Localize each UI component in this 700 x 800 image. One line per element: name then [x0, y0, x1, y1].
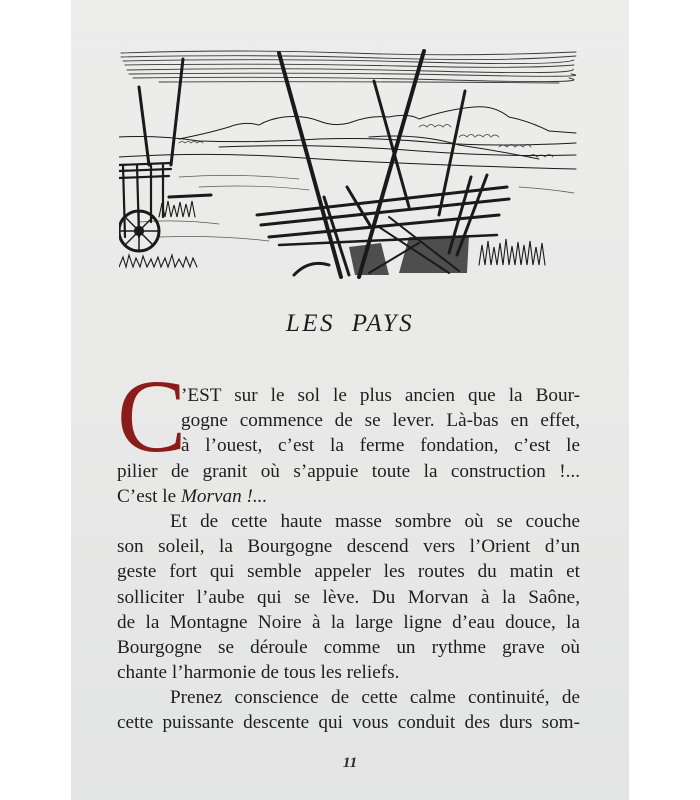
text-line: ’EST sur le sol le plus ancien que la Bour-: [181, 385, 580, 406]
text-line: pilier de granit où s’appuie toute la construction !...: [117, 460, 580, 482]
drop-cap: C: [117, 359, 187, 474]
text-line: Bourgogne se déroule comme un rythme grave où: [117, 636, 580, 658]
text-line: son soleil, la Bourgogne descend vers l’Orient d’un: [117, 536, 580, 558]
body-text: [117, 383, 580, 736]
engraving-illustration: [119, 47, 578, 279]
paragraph-1: [117, 383, 580, 509]
text-line: solliciter l’aube qui se lève. Du Morvan à la Saône,: [117, 586, 580, 608]
text-line: gogne commence de se lever. Là-bas en effet,: [181, 410, 580, 432]
text-line: chante l’harmonie de tous les reliefs.: [117, 662, 400, 684]
paragraph-3: [117, 685, 580, 735]
text-line: [117, 484, 580, 509]
text-line: de la Montagne Noire à la large ligne d’eau douce, la: [117, 611, 580, 633]
text-line: geste fort qui semble appeler les routes du matin et: [117, 561, 580, 583]
page-number: 11: [342, 755, 358, 771]
text-line: Et de cette haute masse sombre où se couche: [170, 510, 580, 532]
text-fragment: C’est le: [117, 485, 181, 507]
text-line: Prenez conscience de cette calme continuité, de: [170, 687, 580, 709]
paragraph-2: [117, 509, 580, 685]
text-line: cette puissante descente qui vous conduit des durs som-: [117, 712, 580, 734]
chapter-title: LES PAYS: [285, 310, 415, 337]
italic-place-name: Morvan !...: [180, 485, 268, 507]
text-line: à l’ouest, c’est la ferme fondation, c’est le: [181, 435, 580, 457]
